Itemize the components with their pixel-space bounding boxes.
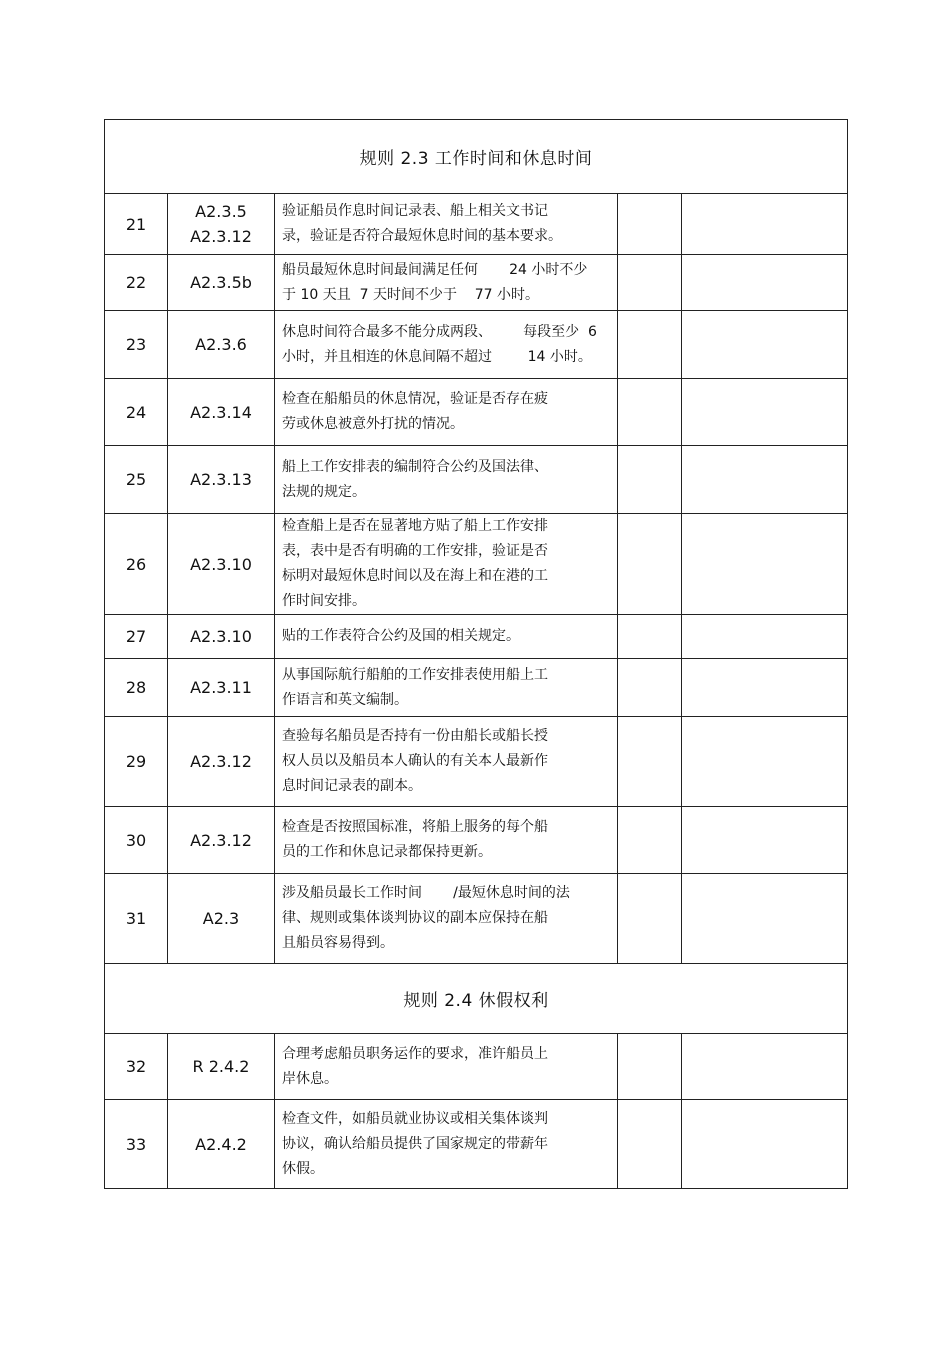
reference-code: A2.3 xyxy=(202,909,240,928)
reference-code: A2.3.11 xyxy=(190,678,252,697)
result-cell[interactable] xyxy=(618,874,682,964)
requirement-line: 员的工作和休息记录都保持更新。 xyxy=(282,844,492,860)
item-number: 29 xyxy=(105,717,168,807)
table-row xyxy=(105,807,848,874)
requirement-line: 协议，确认给船员提供了国家规定的带薪年 xyxy=(282,1135,548,1152)
requirement-line: 检查船上是否在显著地方贴了船上工作安排 xyxy=(282,518,548,534)
reference-code: A2.3.10 xyxy=(190,627,252,646)
result-cell[interactable] xyxy=(618,1034,682,1100)
requirement-line: 且船员容易得到。 xyxy=(282,935,394,951)
item-number: 23 xyxy=(105,311,168,379)
regulation-reference xyxy=(168,514,275,615)
remarks-cell[interactable] xyxy=(682,717,848,807)
section-title: 规则 2.3 工作时间和休息时间 xyxy=(105,120,848,194)
inspection-requirement xyxy=(275,255,618,311)
inspection-requirement xyxy=(275,659,618,717)
requirement-line: 作语言和英文编制。 xyxy=(282,691,408,708)
requirement-line: 查验每名船员是否持有一份由船长或船长授 xyxy=(282,728,548,744)
requirement-line: 船上工作安排表的编制符合公约及国法律、 xyxy=(282,458,548,475)
requirement-line: 小时，并且相连的休息间隔不超过 14 小时。 xyxy=(282,348,592,365)
table-row xyxy=(105,311,848,379)
requirement-line: 检查文件，如船员就业协议或相关集体谈判 xyxy=(282,1110,548,1127)
table-row xyxy=(105,615,848,659)
table-row xyxy=(105,255,848,311)
requirement-line: 表，表中是否有明确的工作安排，验证是否 xyxy=(282,543,548,559)
regulation-reference xyxy=(168,446,275,514)
remarks-cell[interactable] xyxy=(682,807,848,874)
table-row xyxy=(105,1034,848,1100)
requirement-line: 从事国际航行船舶的工作安排表使用船上工 xyxy=(282,666,548,683)
item-number: 25 xyxy=(105,446,168,514)
requirement-line: 检查是否按照国标准，将船上服务的每个船 xyxy=(282,819,548,835)
inspection-requirement xyxy=(275,1100,618,1189)
requirement-line: 休息时间符合最多不能分成两段、 每段至少 6 xyxy=(282,323,597,340)
reference-code: A2.3.5 xyxy=(195,202,247,221)
requirement-line: 岸休息。 xyxy=(282,1070,338,1087)
regulation-reference xyxy=(168,807,275,874)
table-row xyxy=(105,446,848,514)
requirement-line: 律、规则或集体谈判协议的副本应保持在船 xyxy=(282,910,548,926)
remarks-cell[interactable] xyxy=(682,659,848,717)
requirement-line: 权人员以及船员本人确认的有关本人最新作 xyxy=(282,753,548,769)
requirement-line: 合理考虑船员职务运作的要求，准许船员上 xyxy=(282,1045,548,1062)
inspection-requirement xyxy=(275,311,618,379)
checklist-table xyxy=(104,119,848,1189)
regulation-reference xyxy=(168,717,275,807)
table-row xyxy=(105,514,848,615)
item-number: 26 xyxy=(105,514,168,615)
regulation-reference xyxy=(168,194,275,255)
inspection-requirement xyxy=(275,874,618,964)
remarks-cell[interactable] xyxy=(682,379,848,446)
item-number: 30 xyxy=(105,807,168,874)
requirement-line: 法规的规定。 xyxy=(282,483,366,500)
remarks-cell[interactable] xyxy=(682,194,848,255)
remarks-cell[interactable] xyxy=(682,1100,848,1189)
table-row xyxy=(105,874,848,964)
result-cell[interactable] xyxy=(618,514,682,615)
result-cell[interactable] xyxy=(618,615,682,659)
inspection-requirement xyxy=(275,717,618,807)
section-header-row xyxy=(105,964,848,1034)
regulation-reference xyxy=(168,659,275,717)
remarks-cell[interactable] xyxy=(682,1034,848,1100)
remarks-cell[interactable] xyxy=(682,311,848,379)
item-number: 22 xyxy=(105,255,168,311)
result-cell[interactable] xyxy=(618,717,682,807)
reference-code: A2.3.12 xyxy=(190,227,252,246)
inspection-requirement xyxy=(275,194,618,255)
reference-code: A2.3.5b xyxy=(190,273,252,292)
result-cell[interactable] xyxy=(618,659,682,717)
result-cell[interactable] xyxy=(618,446,682,514)
reference-code: A2.4.2 xyxy=(195,1134,247,1154)
requirement-line: 作时间安排。 xyxy=(282,593,366,609)
table-row xyxy=(105,659,848,717)
requirement-line: 息时间记录表的副本。 xyxy=(282,778,422,794)
inspection-requirement xyxy=(275,615,618,659)
regulation-reference xyxy=(168,1034,275,1100)
regulation-reference xyxy=(168,255,275,311)
result-cell[interactable] xyxy=(618,807,682,874)
result-cell[interactable] xyxy=(618,194,682,255)
section-header-row xyxy=(105,120,848,194)
regulation-reference xyxy=(168,874,275,964)
checklist-sheet xyxy=(104,119,847,1189)
reference-code: A2.3.12 xyxy=(190,752,252,771)
inspection-requirement xyxy=(275,807,618,874)
inspection-requirement xyxy=(275,379,618,446)
item-number: 27 xyxy=(105,615,168,659)
requirement-line: 劳或休息被意外打扰的情况。 xyxy=(282,416,464,432)
regulation-reference xyxy=(168,379,275,446)
reference-code: R 2.4.2 xyxy=(192,1057,250,1076)
inspection-requirement xyxy=(275,514,618,615)
item-number: 32 xyxy=(105,1034,168,1100)
regulation-reference xyxy=(168,1100,275,1189)
inspection-requirement xyxy=(275,446,618,514)
reference-code: A2.3.13 xyxy=(190,470,252,489)
reference-code: A2.3.12 xyxy=(190,830,252,850)
requirement-line: 检查在船船员的休息情况，验证是否存在疲 xyxy=(282,391,548,407)
table-row xyxy=(105,379,848,446)
remarks-cell[interactable] xyxy=(682,446,848,514)
inspection-requirement xyxy=(275,1034,618,1100)
result-cell[interactable] xyxy=(618,255,682,311)
item-number: 28 xyxy=(105,659,168,717)
requirement-line: 休假。 xyxy=(282,1160,324,1177)
remarks-cell[interactable] xyxy=(682,255,848,311)
requirement-line: 录，验证是否符合最短休息时间的基本要求。 xyxy=(282,228,562,244)
reference-code: A2.3.6 xyxy=(195,335,247,354)
requirement-line: 验证船员作息时间记录表、船上相关文书记 xyxy=(282,203,548,219)
result-cell[interactable] xyxy=(618,1100,682,1189)
remarks-cell[interactable] xyxy=(682,615,848,659)
requirement-line: 标明对最短休息时间以及在海上和在港的工 xyxy=(282,568,548,584)
regulation-reference xyxy=(168,615,275,659)
table-row xyxy=(105,717,848,807)
checklist-body xyxy=(105,120,848,1189)
remarks-cell[interactable] xyxy=(682,874,848,964)
item-number: 21 xyxy=(105,194,168,255)
item-number: 33 xyxy=(105,1100,168,1189)
requirement-line: 船员最短休息时间最间满足任何 24 小时不少 xyxy=(282,261,588,278)
section-title: 规则 2.4 休假权利 xyxy=(105,964,848,1034)
table-row xyxy=(105,194,848,255)
remarks-cell[interactable] xyxy=(682,514,848,615)
result-cell[interactable] xyxy=(618,379,682,446)
item-number: 31 xyxy=(105,874,168,964)
result-cell[interactable] xyxy=(618,311,682,379)
requirement-line: 于 10 天且 7 天时间不少于 77 小时。 xyxy=(282,286,540,303)
item-number: 24 xyxy=(105,379,168,446)
regulation-reference xyxy=(168,311,275,379)
table-row xyxy=(105,1100,848,1189)
requirement-line: 贴的工作表符合公约及国的相关规定。 xyxy=(282,628,520,644)
requirement-line: 涉及船员最长工作时间 /最短休息时间的法 xyxy=(282,885,570,901)
reference-code: A2.3.14 xyxy=(190,402,252,422)
reference-code: A2.3.10 xyxy=(190,554,252,574)
